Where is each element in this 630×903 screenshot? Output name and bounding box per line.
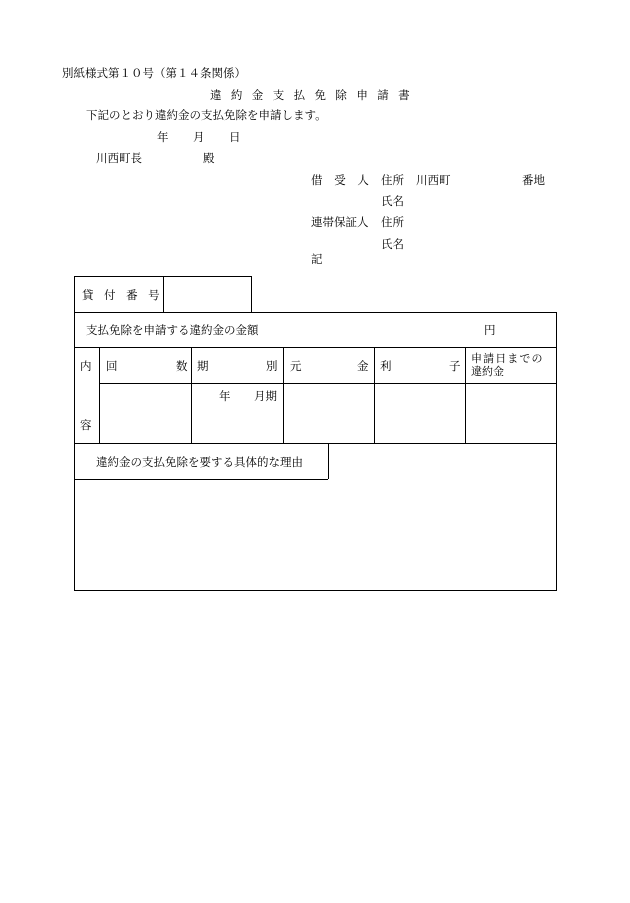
loan-number-label: 貸 付 番 号: [82, 288, 164, 302]
intro-text: 下記のとおり違約金の支払免除を申請します。: [86, 108, 327, 122]
col-penalty-line1: 申請日までの: [471, 352, 544, 365]
col-count-b: 数: [176, 359, 188, 373]
date-year: 年: [157, 130, 169, 144]
col-principal-a: 元: [290, 359, 302, 373]
borrower-address-banchi: 番地: [522, 173, 545, 187]
borrower-address-town: 川西町: [416, 173, 451, 187]
honorific: 殿: [203, 151, 215, 165]
interest-field[interactable]: [375, 384, 464, 442]
borrower-label: 借 受 人: [311, 173, 373, 187]
borrower-name-label: 氏名: [381, 194, 404, 208]
loan-number-field[interactable]: [164, 277, 251, 312]
amount-unit: 円: [484, 323, 496, 337]
row-divider-details: [74, 443, 557, 444]
col-interest-b: 子: [449, 359, 461, 373]
form-number: 別紙様式第１０号（第１４条関係）: [62, 66, 246, 80]
col-period-a: 期: [197, 359, 209, 373]
col-penalty-line2: 違約金: [471, 365, 504, 378]
col-principal-b: 金: [357, 359, 369, 373]
col-period-b: 別: [266, 359, 278, 373]
count-field[interactable]: [100, 384, 190, 442]
col-count-a: 回: [106, 359, 118, 373]
date-month: 月: [193, 130, 205, 144]
document-title: 違 約 金 支 払 免 除 申 請 書: [210, 88, 413, 102]
period-value-year: 年: [219, 389, 231, 403]
details-label-bottom: 容: [80, 418, 92, 432]
col-interest-a: 利: [380, 359, 392, 373]
borrower-address-label: 住所: [381, 173, 404, 187]
amount-label: 支払免除を申請する違約金の金額: [86, 323, 259, 337]
details-label-top: 内: [80, 359, 92, 373]
principal-field[interactable]: [284, 384, 373, 442]
period-value-month: 月期: [254, 389, 277, 403]
reason-label-right: [328, 443, 329, 479]
row-divider-amount: [74, 347, 557, 348]
record-mark: 記: [311, 252, 323, 266]
addressee: 川西町長: [96, 151, 142, 165]
penalty-field[interactable]: [466, 384, 556, 442]
reason-field[interactable]: [75, 480, 556, 590]
guarantor-label: 連帯保証人: [311, 215, 369, 229]
guarantor-address-label: 住所: [381, 215, 404, 229]
guarantor-name-label: 氏名: [381, 237, 404, 251]
col-divider-2: [191, 347, 192, 443]
date-day: 日: [229, 130, 241, 144]
reason-label: 違約金の支払免除を要する具体的な理由: [96, 455, 303, 469]
